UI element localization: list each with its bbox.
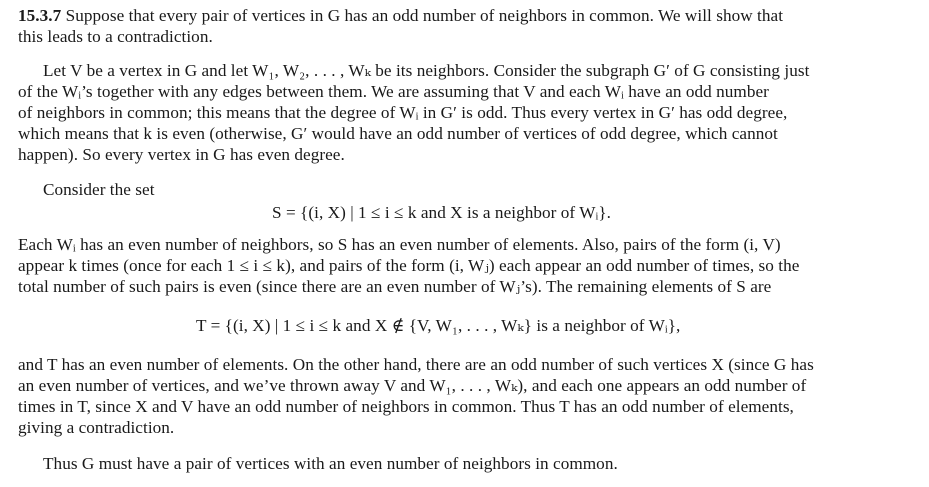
paragraph1-line-5: happen). So every vertex in G has even degree. [18, 145, 345, 164]
paragraph3-line-1: and T has an even number of elements. On the other hand, there are an odd number of such vertices X (since G has [18, 355, 814, 374]
paragraph2-line-2: appear k times (once for each 1 ≤ i ≤ k), and pairs of the form (i, Wⱼ) each appear an odd number of times, so the [18, 256, 800, 275]
problem-line-2: this leads to a contradiction. [18, 27, 213, 46]
paragraph1-line-4: which means that k is even (otherwise, G′ would have an odd number of vertices of odd degree, which cannot [18, 124, 778, 143]
paragraph2-line-1: Each Wᵢ has an even number of neighbors, so S has an even number of elements. Also, pairs of the form (i, V) [18, 235, 781, 254]
paragraph1-line-2: of the Wᵢ’s together with any edges between them. We are assuming that V and each Wᵢ have an odd number [18, 82, 769, 101]
conclusion-line: Thus G must have a pair of vertices with an even number of neighbors in common. [43, 454, 618, 473]
problem-line-1 [18, 6, 783, 26]
equation-s: S = {(i, X) | 1 ≤ i ≤ k and X is a neighbor of Wᵢ}. [272, 203, 612, 222]
paragraph3-line-3: times in T, since X and V have an odd number of neighbors in common. Thus T has an odd number of elements, [18, 397, 794, 416]
paragraph1-line-3: of neighbors in common; this means that the degree of Wᵢ in G′ is odd. Thus every vertex in G′ has odd degree, [18, 103, 788, 122]
problem-number: 15.3.7 [18, 6, 62, 25]
equation-t: T = {(i, X) | 1 ≤ i ≤ k and X ∉ {V, W₁, . . . , Wₖ} is a neighbor of Wᵢ}, [196, 316, 681, 335]
paragraph3-line-4: giving a contradiction. [18, 418, 175, 437]
problem-statement-1: Suppose that every pair of vertices in G has an odd number of neighbors in common. We will show that [65, 6, 784, 25]
consider-line: Consider the set [43, 180, 155, 199]
paragraph3-line-2: an even number of vertices, and we’ve thrown away V and W₁, . . . , Wₖ), and each one appears an odd number of [18, 376, 807, 395]
paragraph1-line-1: Let V be a vertex in G and let W₁, W₂, . . . , Wₖ be its neighbors. Consider the subgraph G′ of G consisting just [43, 61, 810, 80]
paragraph2-line-3: total number of such pairs is even (since there are an even number of Wⱼ’s). The remaining elements of S are [18, 277, 772, 296]
